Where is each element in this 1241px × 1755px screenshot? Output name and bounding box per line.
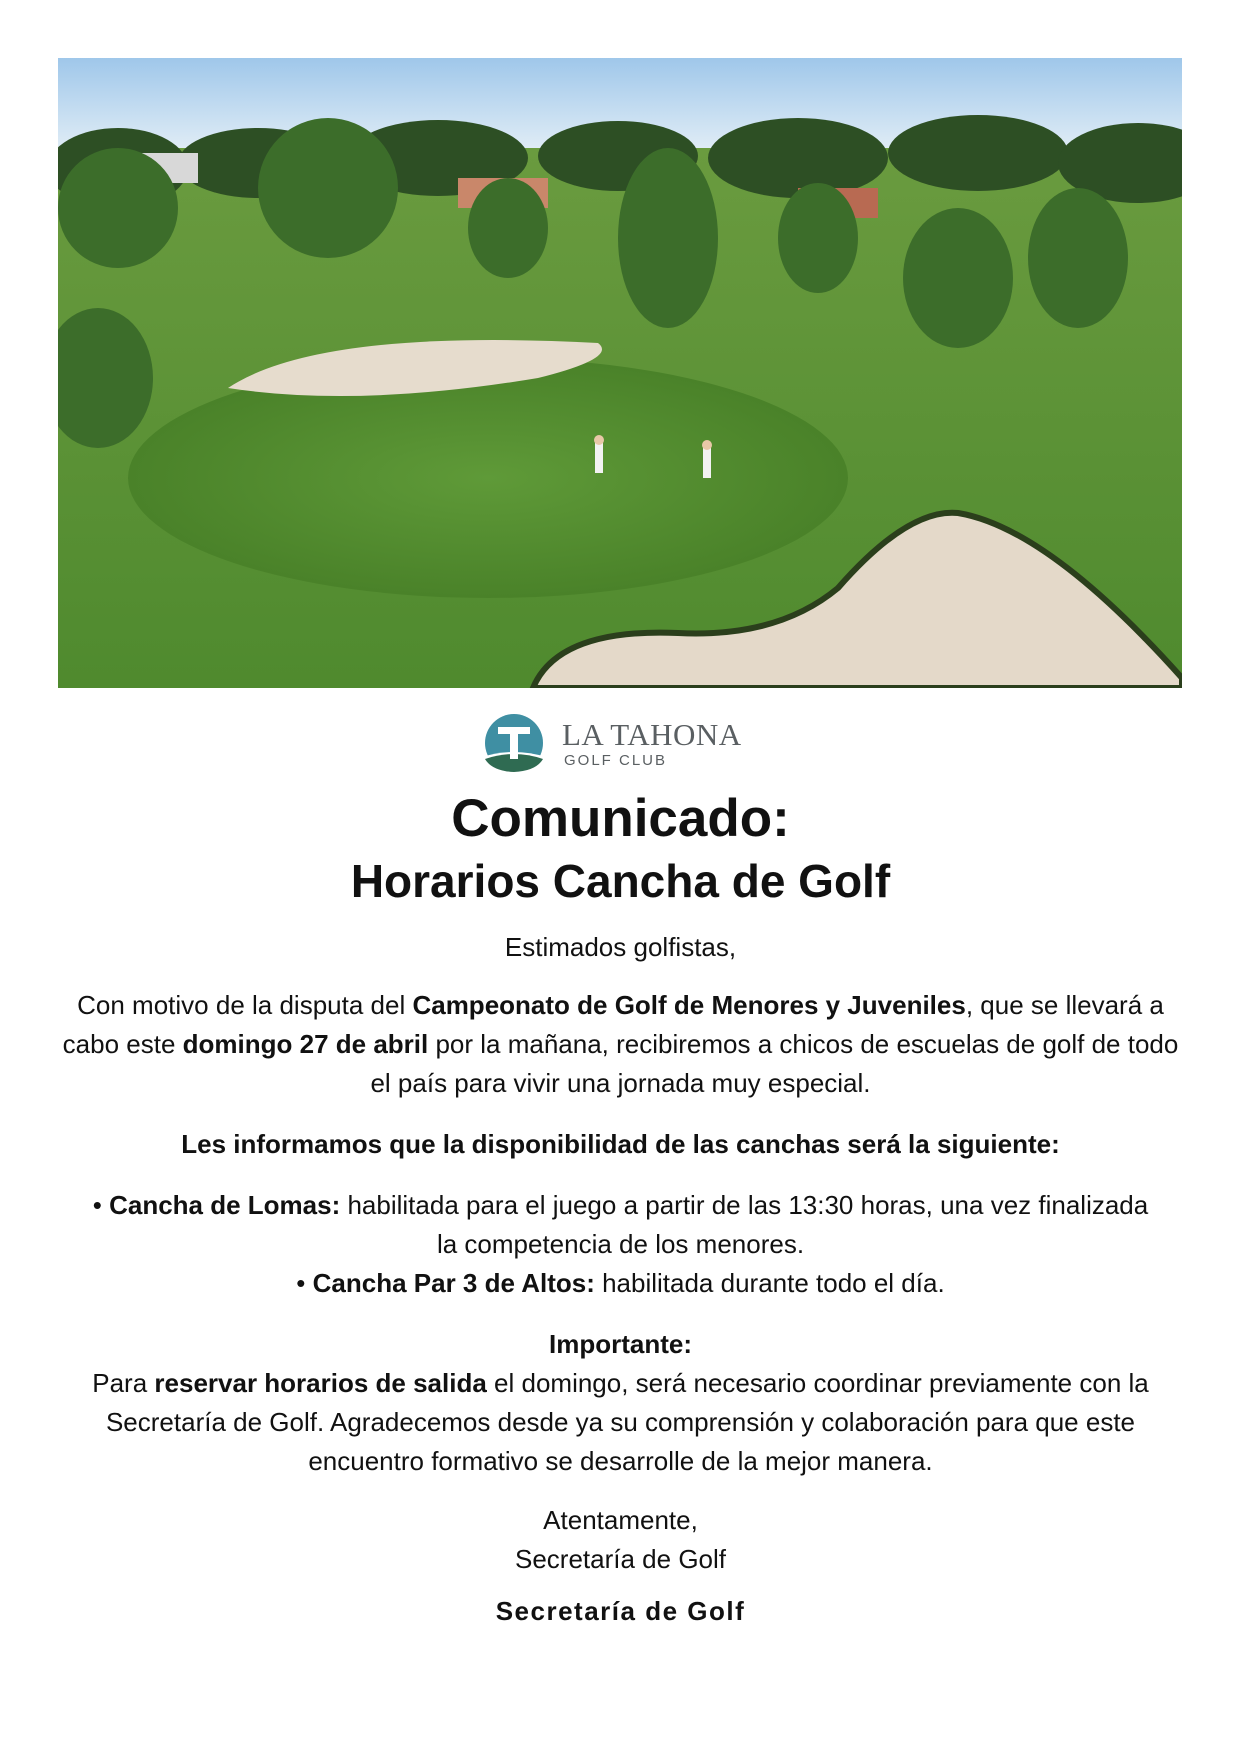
announcement-content xyxy=(50,780,1191,1631)
club-logo xyxy=(478,709,778,779)
logo-name: LA TAHONA xyxy=(562,717,742,752)
bullet: • xyxy=(92,1190,110,1220)
bullet: • xyxy=(296,1268,313,1298)
list-item xyxy=(50,1186,1191,1264)
golf-course-aerial-image xyxy=(58,58,1182,688)
important-paragraph xyxy=(50,1364,1191,1481)
intro-text-3: por la mañana, recibiremos a chicos de escuelas de golf de todo el país para vivir una jornada muy especial. xyxy=(370,1029,1179,1098)
important-label: Importante: xyxy=(549,1329,692,1359)
golf-course-photo xyxy=(58,58,1182,688)
page-title: Comunicado: xyxy=(451,789,790,848)
important-highlight: reservar horarios de salida xyxy=(154,1368,487,1398)
signature: Secretaría de Golf xyxy=(495,1596,746,1626)
greeting: Estimados golfistas, xyxy=(504,932,737,962)
intro-text-1: Con motivo de la disputa del xyxy=(77,990,413,1020)
la-tahona-logo-icon xyxy=(478,713,550,775)
course-name: Cancha de Lomas: xyxy=(109,1190,341,1220)
course-detail: habilitada durante todo el día. xyxy=(594,1268,945,1298)
intro-text-2: , que se llevará a cabo este xyxy=(62,990,1164,1059)
logo-subtitle: GOLF CLUB xyxy=(564,752,668,769)
course-detail: habilitada para el juego a partir de las 13:30 horas, una vez finalizada la competencia de los menores. xyxy=(340,1190,1149,1259)
list-item xyxy=(50,1264,1191,1303)
intro-championship: Campeonato de Golf de Menores y Juveniles xyxy=(412,990,966,1020)
page-subtitle: Horarios Cancha de Golf xyxy=(350,855,891,907)
closing-sender: Secretaría de Golf xyxy=(515,1544,726,1574)
important-text-2: el domingo, será necesario coordinar previamente con la Secretaría de Golf. Agradecemos desde ya su comprensión y colaboración para que este encuentro formativo se desarrolle de la mejor manera. xyxy=(105,1368,1149,1476)
important-text-1: Para xyxy=(92,1368,155,1398)
availability-lead: Les informamos que la disponibilidad de las canchas será la siguiente: xyxy=(181,1129,1060,1159)
intro-date: domingo 27 de abril xyxy=(182,1029,429,1059)
course-name: Cancha Par 3 de Altos: xyxy=(312,1268,595,1298)
course-availability-list xyxy=(50,1186,1191,1303)
intro-paragraph xyxy=(50,986,1191,1103)
closing-salutation: Atentamente, xyxy=(543,1505,698,1535)
